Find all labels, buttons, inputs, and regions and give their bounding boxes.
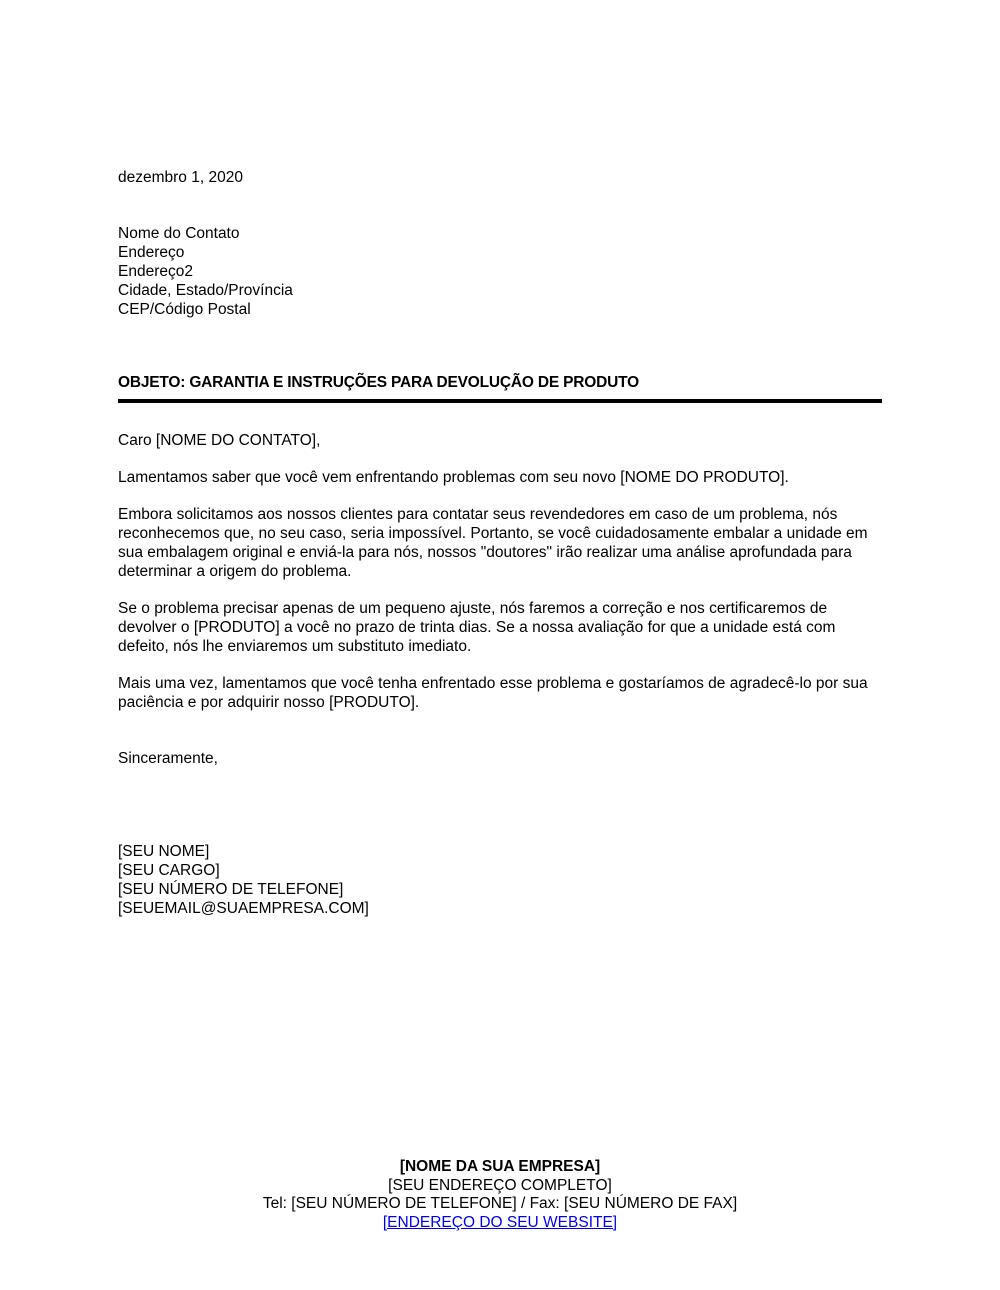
recipient-address-block [118, 224, 882, 319]
recipient-name: Nome do Contato [118, 225, 240, 242]
closing-line: Sinceramente, [118, 750, 218, 767]
subject-heading: OBJETO: GARANTIA E INSTRUÇÕES PARA DEVOLUÇÃO DE PRODUTO [118, 374, 639, 391]
recipient-city-state: Cidade, Estado/Província [118, 282, 293, 299]
signature-email: [SEUEMAIL@SUAEMPRESA.COM] [118, 900, 369, 917]
body-paragraph: Lamentamos saber que você vem enfrentando problemas com seu novo [NOME DO PRODUTO]. [118, 469, 789, 486]
footer-company-address: [SEU ENDEREÇO COMPLETO] [388, 1176, 612, 1194]
recipient-address-line-2: Endereço2 [118, 263, 193, 280]
footer-phone-fax: Tel: [SEU NÚMERO DE TELEFONE] / Fax: [SEU NÚMERO DE FAX] [262, 1195, 738, 1212]
subject-divider-rule [118, 399, 882, 403]
salutation: Caro [NOME DO CONTATO], [118, 432, 321, 449]
letter-date: dezembro 1, 2020 [118, 169, 243, 186]
signature-title: [SEU CARGO] [118, 862, 220, 879]
body-paragraph: Se o problema precisar apenas de um pequeno ajuste, nós faremos a correção e nos certificaremos de devolver o [PRODUTO] a você no prazo de trinta dias. Se a nossa avaliação for que a unidade está com defeito, nós lhe enviaremos um substituto imediato. [118, 600, 836, 655]
body-paragraph: Embora solicitamos aos nossos clientes para contatar seus revendedores em caso de um problema, nós reconhecemos que, no seu caso, seria impossível. Portanto, se você cuidadosamente embalar a unidade em sua embalagem original e enviá-la para nós, nossos "doutores" irão realizar uma análise aprofundada para determinar a origem do problema. [118, 506, 868, 580]
letter-body [118, 0, 882, 918]
footer-website-link[interactable]: [ENDEREÇO DO SEU WEBSITE] [382, 1213, 618, 1231]
signature-phone: [SEU NÚMERO DE TELEFONE] [118, 881, 344, 898]
signature-name: [SEU NOME] [118, 843, 210, 860]
footer-company-name: [NOME DA SUA EMPRESA] [399, 1158, 601, 1175]
recipient-address-line-1: Endereço [118, 244, 185, 261]
body-paragraph: Mais uma vez, lamentamos que você tenha enfrentado esse problema e gostaríamos de agradecê-lo por sua paciência e por adquirir nosso [PRODUTO]. [118, 675, 868, 711]
signature-block [118, 842, 882, 918]
recipient-postal-code: CEP/Código Postal [118, 301, 251, 318]
company-footer [0, 1158, 1000, 1232]
